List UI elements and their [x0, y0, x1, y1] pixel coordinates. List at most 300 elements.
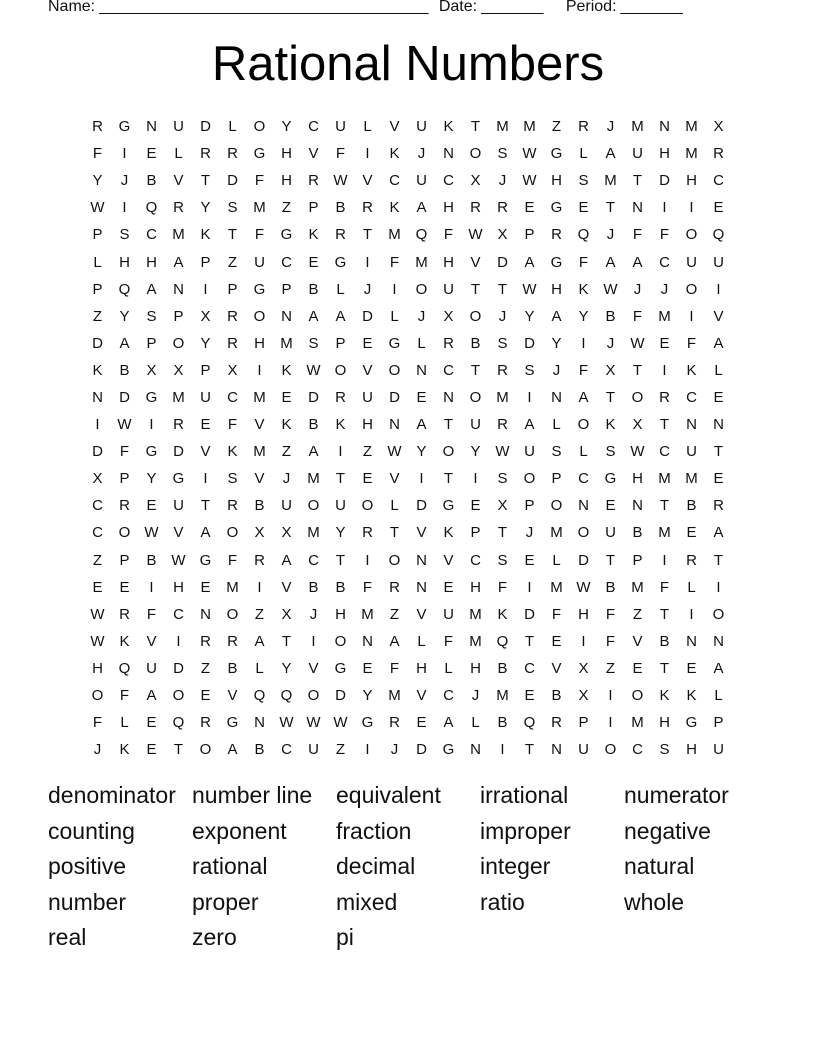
grid-letter[interactable]: C: [443, 172, 454, 190]
grid-letter[interactable]: E: [551, 632, 562, 650]
grid-letter[interactable]: W: [630, 334, 645, 352]
grid-letter[interactable]: T: [497, 524, 508, 542]
grid-letter[interactable]: F: [254, 172, 265, 190]
grid-letter[interactable]: Z: [200, 659, 211, 677]
grid-letter[interactable]: I: [662, 199, 667, 217]
grid-letter[interactable]: B: [227, 659, 238, 677]
grid-letter[interactable]: O: [172, 334, 185, 352]
grid-letter[interactable]: F: [686, 334, 697, 352]
grid-letter[interactable]: E: [308, 253, 319, 271]
grid-letter[interactable]: I: [689, 605, 694, 623]
grid-letter[interactable]: Z: [362, 443, 373, 461]
grid-letter[interactable]: M: [550, 578, 563, 596]
grid-letter[interactable]: W: [495, 443, 510, 461]
grid-letter[interactable]: V: [362, 361, 373, 379]
grid-letter[interactable]: J: [390, 741, 399, 759]
grid-letter[interactable]: C: [92, 497, 103, 515]
grid-letter[interactable]: B: [335, 578, 346, 596]
grid-letter[interactable]: P: [524, 226, 535, 244]
grid-letter[interactable]: D: [416, 741, 427, 759]
grid-letter[interactable]: M: [253, 388, 266, 406]
grid-letter[interactable]: O: [253, 307, 266, 325]
grid-letter[interactable]: E: [362, 659, 373, 677]
grid-letter[interactable]: M: [658, 470, 671, 488]
grid-letter[interactable]: J: [606, 226, 615, 244]
grid-letter[interactable]: T: [443, 470, 454, 488]
grid-letter[interactable]: W: [90, 632, 105, 650]
grid-letter[interactable]: G: [550, 145, 563, 163]
grid-letter[interactable]: D: [524, 334, 535, 352]
grid-letter[interactable]: P: [146, 334, 157, 352]
grid-letter[interactable]: M: [604, 172, 617, 190]
grid-letter[interactable]: I: [365, 741, 370, 759]
grid-letter[interactable]: P: [200, 361, 211, 379]
grid-letter[interactable]: R: [551, 226, 562, 244]
grid-letter[interactable]: K: [119, 741, 130, 759]
grid-letter[interactable]: F: [551, 605, 562, 623]
grid-letter[interactable]: H: [335, 605, 346, 623]
grid-letter[interactable]: U: [416, 172, 427, 190]
grid-letter[interactable]: O: [361, 497, 374, 515]
grid-letter[interactable]: V: [200, 443, 211, 461]
grid-letter[interactable]: W: [144, 524, 159, 542]
grid-letter[interactable]: C: [389, 172, 400, 190]
grid-letter[interactable]: Q: [415, 226, 428, 244]
grid-letter[interactable]: D: [173, 443, 184, 461]
grid-letter[interactable]: H: [92, 659, 103, 677]
grid-letter[interactable]: V: [254, 470, 265, 488]
grid-letter[interactable]: N: [416, 361, 427, 379]
grid-letter[interactable]: I: [365, 145, 370, 163]
grid-letter[interactable]: M: [172, 226, 185, 244]
grid-letter[interactable]: R: [551, 714, 562, 732]
grid-letter[interactable]: H: [119, 253, 130, 271]
grid-letter[interactable]: H: [686, 172, 697, 190]
grid-letter[interactable]: B: [551, 687, 562, 705]
grid-letter[interactable]: S: [551, 443, 562, 461]
grid-letter[interactable]: P: [92, 280, 103, 298]
grid-letter[interactable]: K: [335, 416, 346, 434]
grid-letter[interactable]: I: [581, 632, 586, 650]
grid-letter[interactable]: U: [308, 741, 319, 759]
grid-letter[interactable]: N: [713, 632, 724, 650]
grid-letter[interactable]: J: [525, 524, 534, 542]
grid-letter[interactable]: M: [523, 118, 536, 136]
grid-letter[interactable]: E: [524, 551, 535, 569]
period-blank[interactable]: _______: [620, 0, 683, 15]
grid-letter[interactable]: I: [311, 632, 316, 650]
grid-letter[interactable]: Z: [632, 605, 643, 623]
grid-letter[interactable]: I: [257, 578, 262, 596]
grid-letter[interactable]: F: [578, 253, 589, 271]
grid-letter[interactable]: M: [388, 226, 401, 244]
grid-letter[interactable]: E: [92, 578, 103, 596]
grid-letter[interactable]: W: [603, 280, 618, 298]
grid-letter[interactable]: R: [200, 145, 211, 163]
grid-letter[interactable]: E: [416, 714, 427, 732]
grid-letter[interactable]: Q: [118, 659, 131, 677]
grid-letter[interactable]: E: [713, 388, 724, 406]
grid-letter[interactable]: M: [496, 118, 509, 136]
grid-letter[interactable]: D: [362, 307, 373, 325]
grid-letter[interactable]: B: [308, 280, 319, 298]
grid-letter[interactable]: V: [443, 551, 454, 569]
grid-letter[interactable]: A: [713, 659, 724, 677]
grid-letter[interactable]: E: [524, 687, 535, 705]
grid-letter[interactable]: M: [496, 388, 509, 406]
grid-letter[interactable]: E: [200, 578, 211, 596]
grid-letter[interactable]: I: [203, 470, 208, 488]
grid-letter[interactable]: N: [200, 605, 211, 623]
grid-letter[interactable]: R: [227, 497, 238, 515]
grid-letter[interactable]: F: [254, 226, 265, 244]
grid-letter[interactable]: Q: [118, 280, 131, 298]
grid-letter[interactable]: V: [362, 172, 373, 190]
grid-letter[interactable]: C: [308, 551, 319, 569]
grid-letter[interactable]: W: [90, 199, 105, 217]
grid-letter[interactable]: T: [605, 551, 616, 569]
grid-letter[interactable]: A: [119, 334, 130, 352]
grid-letter[interactable]: F: [92, 145, 103, 163]
grid-letter[interactable]: X: [254, 524, 265, 542]
grid-letter[interactable]: C: [524, 659, 535, 677]
grid-letter[interactable]: A: [254, 632, 265, 650]
grid-letter[interactable]: D: [227, 172, 238, 190]
grid-letter[interactable]: V: [416, 687, 427, 705]
grid-letter[interactable]: Q: [253, 687, 266, 705]
grid-letter[interactable]: N: [659, 118, 670, 136]
grid-letter[interactable]: L: [714, 687, 723, 705]
grid-letter[interactable]: I: [176, 632, 181, 650]
grid-letter[interactable]: Z: [335, 741, 346, 759]
grid-letter[interactable]: D: [92, 334, 103, 352]
grid-letter[interactable]: Y: [119, 307, 130, 325]
grid-letter[interactable]: A: [335, 307, 346, 325]
grid-letter[interactable]: M: [496, 687, 509, 705]
grid-letter[interactable]: V: [254, 416, 265, 434]
grid-letter[interactable]: I: [365, 551, 370, 569]
grid-letter[interactable]: R: [227, 334, 238, 352]
grid-letter[interactable]: M: [685, 470, 698, 488]
grid-letter[interactable]: N: [281, 307, 292, 325]
grid-letter[interactable]: U: [281, 497, 292, 515]
grid-letter[interactable]: O: [388, 361, 401, 379]
grid-letter[interactable]: V: [470, 253, 481, 271]
grid-letter[interactable]: S: [578, 172, 589, 190]
grid-letter[interactable]: G: [226, 714, 239, 732]
grid-letter[interactable]: L: [336, 280, 345, 298]
grid-letter[interactable]: S: [497, 551, 508, 569]
grid-letter[interactable]: D: [308, 388, 319, 406]
grid-letter[interactable]: N: [416, 551, 427, 569]
grid-letter[interactable]: B: [470, 334, 481, 352]
grid-letter[interactable]: E: [605, 497, 616, 515]
grid-letter[interactable]: P: [524, 497, 535, 515]
grid-letter[interactable]: C: [227, 388, 238, 406]
grid-letter[interactable]: K: [281, 416, 292, 434]
grid-letter[interactable]: V: [146, 632, 157, 650]
grid-letter[interactable]: K: [389, 199, 400, 217]
grid-letter[interactable]: H: [362, 416, 373, 434]
grid-letter[interactable]: F: [389, 253, 400, 271]
grid-letter[interactable]: T: [659, 605, 670, 623]
grid-letter[interactable]: J: [552, 361, 561, 379]
grid-letter[interactable]: I: [122, 145, 127, 163]
grid-letter[interactable]: O: [523, 470, 536, 488]
grid-letter[interactable]: G: [442, 741, 455, 759]
grid-letter[interactable]: U: [632, 145, 643, 163]
grid-letter[interactable]: T: [470, 280, 481, 298]
grid-letter[interactable]: C: [578, 470, 589, 488]
grid-letter[interactable]: N: [443, 388, 454, 406]
grid-letter[interactable]: K: [119, 632, 130, 650]
grid-letter[interactable]: B: [659, 632, 670, 650]
grid-letter[interactable]: R: [335, 388, 346, 406]
grid-letter[interactable]: F: [578, 361, 589, 379]
grid-letter[interactable]: B: [308, 416, 319, 434]
grid-letter[interactable]: L: [552, 416, 561, 434]
grid-letter[interactable]: H: [146, 253, 157, 271]
grid-letter[interactable]: I: [338, 443, 343, 461]
grid-letter[interactable]: K: [281, 361, 292, 379]
grid-letter[interactable]: A: [605, 145, 616, 163]
grid-letter[interactable]: M: [307, 470, 320, 488]
grid-letter[interactable]: P: [470, 524, 481, 542]
grid-letter[interactable]: O: [118, 524, 131, 542]
grid-letter[interactable]: O: [253, 118, 266, 136]
grid-letter[interactable]: S: [497, 334, 508, 352]
grid-letter[interactable]: B: [119, 361, 130, 379]
grid-letter[interactable]: P: [632, 551, 643, 569]
grid-letter[interactable]: N: [713, 416, 724, 434]
grid-letter[interactable]: Y: [146, 470, 157, 488]
grid-letter[interactable]: R: [497, 361, 508, 379]
grid-letter[interactable]: Z: [605, 659, 616, 677]
grid-letter[interactable]: G: [334, 659, 347, 677]
grid-letter[interactable]: K: [443, 524, 454, 542]
grid-letter[interactable]: N: [551, 741, 562, 759]
grid-letter[interactable]: W: [522, 172, 537, 190]
grid-letter[interactable]: O: [712, 605, 725, 623]
grid-letter[interactable]: V: [551, 659, 562, 677]
grid-letter[interactable]: F: [497, 578, 508, 596]
grid-letter[interactable]: G: [361, 714, 374, 732]
grid-letter[interactable]: O: [334, 632, 347, 650]
grid-letter[interactable]: M: [631, 118, 644, 136]
grid-letter[interactable]: W: [117, 416, 132, 434]
grid-letter[interactable]: D: [200, 118, 211, 136]
grid-letter[interactable]: Q: [523, 714, 536, 732]
grid-letter[interactable]: C: [659, 253, 670, 271]
grid-letter[interactable]: J: [417, 307, 426, 325]
grid-letter[interactable]: X: [605, 361, 616, 379]
grid-letter[interactable]: E: [146, 714, 157, 732]
grid-letter[interactable]: I: [662, 361, 667, 379]
grid-letter[interactable]: L: [390, 307, 399, 325]
grid-letter[interactable]: F: [146, 605, 157, 623]
grid-letter[interactable]: V: [281, 578, 292, 596]
grid-letter[interactable]: G: [550, 253, 563, 271]
grid-letter[interactable]: W: [630, 443, 645, 461]
grid-letter[interactable]: Y: [362, 687, 373, 705]
grid-letter[interactable]: X: [173, 361, 184, 379]
grid-letter[interactable]: D: [119, 388, 130, 406]
grid-letter[interactable]: K: [686, 361, 697, 379]
grid-letter[interactable]: C: [308, 118, 319, 136]
grid-letter[interactable]: U: [443, 605, 454, 623]
grid-letter[interactable]: A: [146, 280, 157, 298]
grid-letter[interactable]: T: [524, 632, 535, 650]
grid-letter[interactable]: L: [390, 497, 399, 515]
grid-letter[interactable]: S: [119, 226, 130, 244]
grid-letter[interactable]: N: [146, 118, 157, 136]
grid-letter[interactable]: E: [119, 578, 130, 596]
grid-letter[interactable]: K: [389, 145, 400, 163]
grid-letter[interactable]: N: [416, 578, 427, 596]
grid-letter[interactable]: U: [416, 118, 427, 136]
name-blank[interactable]: _____________________________________: [99, 0, 429, 15]
grid-letter[interactable]: I: [122, 199, 127, 217]
grid-letter[interactable]: L: [93, 253, 102, 271]
grid-letter[interactable]: Z: [92, 551, 103, 569]
grid-letter[interactable]: R: [659, 388, 670, 406]
grid-letter[interactable]: Q: [577, 226, 590, 244]
grid-letter[interactable]: O: [91, 687, 104, 705]
grid-letter[interactable]: W: [468, 226, 483, 244]
grid-letter[interactable]: H: [416, 659, 427, 677]
grid-letter[interactable]: K: [200, 226, 211, 244]
grid-letter[interactable]: J: [93, 741, 102, 759]
grid-letter[interactable]: N: [389, 416, 400, 434]
grid-letter[interactable]: K: [227, 443, 238, 461]
grid-letter[interactable]: K: [308, 226, 319, 244]
grid-letter[interactable]: F: [443, 632, 454, 650]
grid-letter[interactable]: C: [146, 226, 157, 244]
grid-letter[interactable]: P: [119, 551, 130, 569]
grid-letter[interactable]: R: [497, 199, 508, 217]
grid-letter[interactable]: N: [578, 497, 589, 515]
grid-letter[interactable]: O: [604, 741, 617, 759]
grid-letter[interactable]: P: [308, 199, 319, 217]
grid-letter[interactable]: O: [307, 497, 320, 515]
grid-letter[interactable]: B: [254, 497, 265, 515]
grid-letter[interactable]: O: [334, 361, 347, 379]
grid-letter[interactable]: H: [281, 172, 292, 190]
grid-letter[interactable]: A: [308, 307, 319, 325]
grid-letter[interactable]: K: [686, 687, 697, 705]
grid-letter[interactable]: E: [578, 199, 589, 217]
grid-letter[interactable]: E: [524, 199, 535, 217]
grid-letter[interactable]: J: [498, 172, 507, 190]
grid-letter[interactable]: I: [365, 253, 370, 271]
grid-letter[interactable]: I: [716, 280, 721, 298]
grid-letter[interactable]: A: [146, 687, 157, 705]
grid-letter[interactable]: O: [469, 307, 482, 325]
date-blank[interactable]: _______: [481, 0, 544, 15]
grid-letter[interactable]: U: [335, 497, 346, 515]
grid-letter[interactable]: I: [716, 578, 721, 596]
grid-letter[interactable]: I: [662, 551, 667, 569]
grid-letter[interactable]: X: [632, 416, 643, 434]
grid-letter[interactable]: B: [308, 578, 319, 596]
grid-letter[interactable]: E: [200, 416, 211, 434]
grid-letter[interactable]: P: [92, 226, 103, 244]
grid-letter[interactable]: Y: [416, 443, 427, 461]
grid-letter[interactable]: A: [308, 443, 319, 461]
grid-letter[interactable]: X: [146, 361, 157, 379]
grid-letter[interactable]: H: [578, 605, 589, 623]
grid-letter[interactable]: I: [149, 578, 154, 596]
grid-letter[interactable]: B: [497, 714, 508, 732]
grid-letter[interactable]: T: [227, 226, 238, 244]
grid-letter[interactable]: O: [469, 388, 482, 406]
grid-letter[interactable]: L: [363, 118, 372, 136]
grid-letter[interactable]: B: [605, 578, 616, 596]
grid-letter[interactable]: N: [92, 388, 103, 406]
grid-letter[interactable]: T: [470, 361, 481, 379]
grid-letter[interactable]: P: [713, 714, 724, 732]
grid-letter[interactable]: A: [524, 253, 535, 271]
grid-letter[interactable]: F: [443, 226, 454, 244]
grid-letter[interactable]: W: [171, 551, 186, 569]
grid-letter[interactable]: D: [578, 551, 589, 569]
grid-letter[interactable]: R: [578, 118, 589, 136]
grid-letter[interactable]: Z: [227, 253, 238, 271]
grid-letter[interactable]: M: [469, 605, 482, 623]
grid-letter[interactable]: D: [497, 253, 508, 271]
grid-letter[interactable]: M: [658, 307, 671, 325]
grid-letter[interactable]: J: [606, 118, 615, 136]
grid-letter[interactable]: L: [579, 145, 588, 163]
grid-letter[interactable]: A: [578, 388, 589, 406]
grid-letter[interactable]: R: [227, 145, 238, 163]
grid-letter[interactable]: R: [200, 632, 211, 650]
grid-letter[interactable]: O: [685, 280, 698, 298]
grid-letter[interactable]: D: [416, 497, 427, 515]
grid-letter[interactable]: U: [254, 253, 265, 271]
grid-letter[interactable]: K: [443, 118, 454, 136]
grid-letter[interactable]: W: [576, 578, 591, 596]
grid-letter[interactable]: M: [658, 524, 671, 542]
grid-letter[interactable]: A: [605, 253, 616, 271]
grid-letter[interactable]: A: [632, 253, 643, 271]
grid-letter[interactable]: U: [713, 253, 724, 271]
grid-letter[interactable]: X: [497, 226, 508, 244]
grid-letter[interactable]: N: [254, 714, 265, 732]
grid-letter[interactable]: Q: [712, 226, 725, 244]
grid-letter[interactable]: Y: [92, 172, 103, 190]
grid-letter[interactable]: C: [443, 361, 454, 379]
grid-letter[interactable]: U: [470, 416, 481, 434]
grid-letter[interactable]: I: [203, 280, 208, 298]
grid-letter[interactable]: H: [470, 578, 481, 596]
grid-letter[interactable]: E: [200, 687, 211, 705]
grid-letter[interactable]: K: [605, 416, 616, 434]
grid-letter[interactable]: X: [281, 524, 292, 542]
grid-letter[interactable]: J: [471, 687, 480, 705]
grid-letter[interactable]: E: [146, 741, 157, 759]
grid-letter[interactable]: Q: [172, 714, 185, 732]
grid-letter[interactable]: L: [714, 361, 723, 379]
grid-letter[interactable]: R: [119, 605, 130, 623]
grid-letter[interactable]: L: [579, 443, 588, 461]
grid-letter[interactable]: T: [713, 551, 724, 569]
grid-letter[interactable]: G: [199, 551, 212, 569]
grid-letter[interactable]: A: [713, 524, 724, 542]
grid-letter[interactable]: L: [228, 118, 237, 136]
grid-letter[interactable]: I: [95, 416, 100, 434]
grid-letter[interactable]: G: [253, 280, 266, 298]
